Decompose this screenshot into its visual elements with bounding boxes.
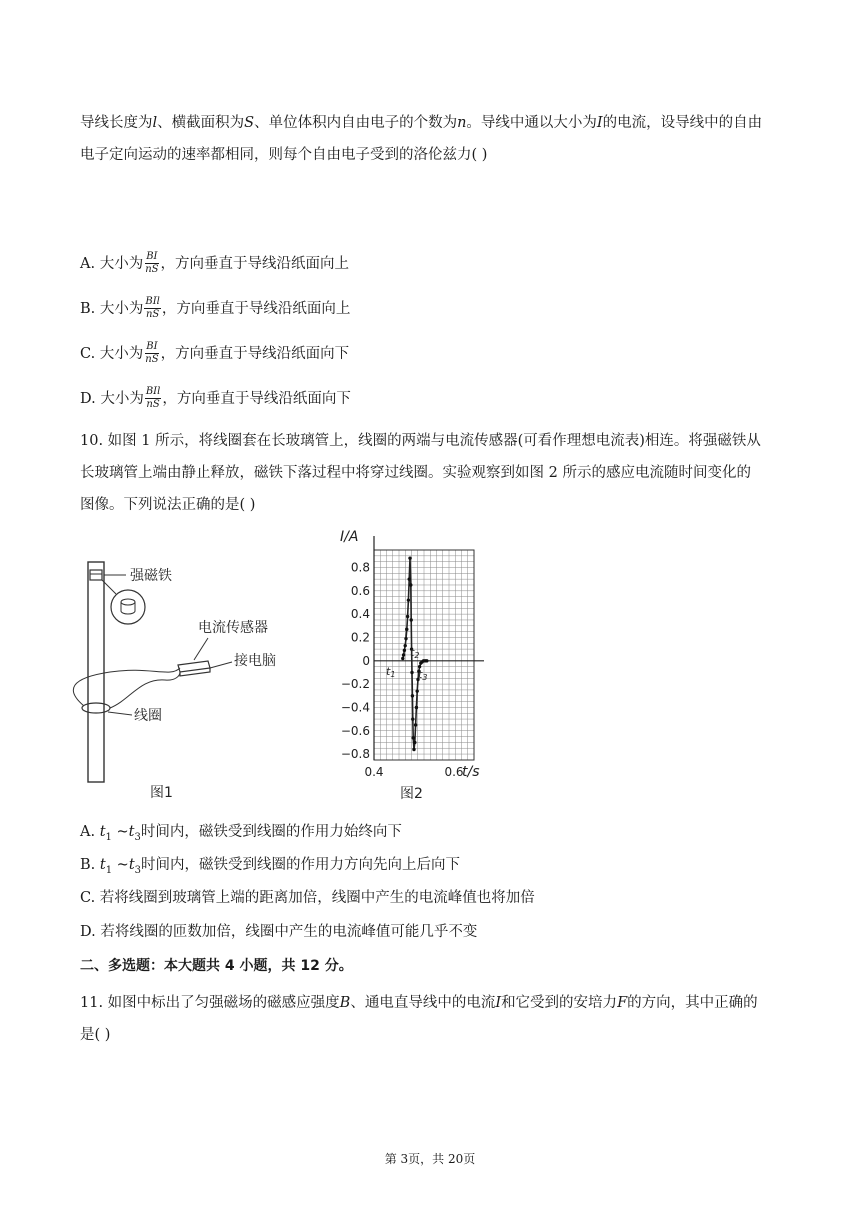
data-point [413, 741, 416, 744]
y-tick-label: −0.2 [340, 677, 370, 692]
q9-option-a: A. 大小为 $\frac{BI}{nS}$ ，方向垂直于导线沿纸面向上 [80, 251, 349, 275]
y-tick-label: 0 [362, 653, 370, 668]
data-point [403, 649, 406, 652]
fraction: $\frac{BI}{nS}$ [145, 251, 159, 275]
computer-label: 接电脑 [234, 653, 276, 669]
glass-tube [88, 562, 104, 782]
x-tick-labels [364, 765, 463, 779]
data-point [408, 577, 411, 580]
q9-option-c: C. 大小为 $\frac{BI}{nS}$ ，方向垂直于导线沿纸面向下 [80, 341, 350, 365]
data-point [406, 615, 409, 618]
data-point [404, 637, 407, 640]
data-point [408, 556, 411, 559]
data-point [412, 736, 415, 739]
y-tick-label: −0.6 [340, 723, 370, 738]
y-tick-label: 0.4 [350, 607, 370, 622]
data-point [410, 671, 413, 674]
y-axis-label: I/A [340, 529, 359, 545]
y-tick-label: −0.8 [340, 747, 370, 762]
q10-option-b: B. $t_1$ $\sim t_3$时间内，磁铁受到线圈的作用力方向先向上后向下 [80, 857, 461, 876]
current-sensor [178, 661, 210, 672]
q9-option-b: B. 大小为 $\frac{\text{BIl}}{nS}$ ，方向垂直于导线沿纸面向上 [80, 296, 351, 320]
page-footer: 第 3页，共 20页 [384, 1152, 476, 1166]
q10-option-a: A. $t_1$ $\sim t_3$时间内，磁铁受到线圈的作用力始终向下 [80, 824, 402, 843]
data-point [416, 689, 419, 692]
data-point [412, 748, 415, 751]
section-heading: 二、多选题：本大题共 4 小题，共 12 分。 [80, 958, 353, 974]
data-point [414, 723, 417, 726]
data-point [407, 598, 410, 601]
x-tick-label: 0.4 [364, 765, 384, 779]
data-point [404, 644, 407, 647]
data-point [425, 659, 428, 662]
fraction: $\frac{\text{BIl}}{nS}$ [145, 386, 161, 410]
q11-stem-line1: 11. 如图中标出了匀强磁场的磁感应强度B、通电直导线中的电流I和它受到的安培力F的方向，其中正确的 [80, 995, 758, 1011]
magnet-small [90, 570, 102, 580]
q11-stem-line2: 是( ) [80, 1027, 111, 1043]
data-point [405, 628, 408, 631]
x-tick-label: 0.6 [444, 765, 464, 779]
sensor-label: 电流传感器 [198, 620, 268, 636]
data-point [411, 717, 414, 720]
q9-stem-line2: 电子定向运动的速率都相同，则每个自由电子受到的洛伦兹力( ) [80, 147, 488, 163]
data-point [402, 653, 405, 656]
y-tick-label: 0.6 [350, 583, 370, 598]
chart-grid [374, 550, 474, 760]
q10-option-c: C. 若将线圈到玻璃管上端的距离加倍，线圈中产生的电流峰值也将加倍 [80, 890, 535, 906]
q9-stem-line1: 导线长度为l、横截面积为S、单位体积内自由电子的个数为n。导线中通以大小为I的电流，设导线中的自由 [80, 115, 763, 131]
q10-stem-line3: 图像。下列说法正确的是( ) [80, 497, 256, 513]
magnet-label: 强磁铁 [130, 568, 172, 584]
figure-2-caption: 图2 [400, 786, 423, 802]
coil [82, 703, 110, 713]
data-point [410, 618, 413, 621]
q10-stem-line2: 长玻璃管上端由静止释放，磁铁下落过程中将穿过线圈。实验观察到如图 2 所示的感应电流随时间变化的 [80, 465, 751, 481]
t2-label: t2 [410, 646, 420, 660]
coil-label: 线圈 [134, 708, 162, 724]
q9-option-d: D. 大小为 $\frac{\text{BIl}}{nS}$ ，方向垂直于导线沿纸面向下 [80, 386, 351, 410]
fraction: $\frac{BI}{nS}$ [145, 341, 159, 365]
y-tick-labels [341, 561, 370, 762]
figure-2-chart [322, 522, 502, 812]
data-point [409, 583, 412, 586]
data-point [401, 657, 404, 660]
t1-label: t1 [386, 665, 396, 679]
data-point [415, 706, 418, 709]
q10-option-d: D. 若将线圈的匝数加倍，线圈中产生的电流峰值可能几乎不变 [80, 924, 478, 940]
y-tick-label: 0.8 [350, 560, 370, 575]
fraction: $\frac{\text{BIl}}{nS}$ [145, 296, 160, 320]
q10-stem-line1: 10. 如图 1 所示，将线圈套在长玻璃管上，线圈的两端与电流传感器(可看作理想电流表)相连。将强磁铁从 [80, 433, 761, 449]
y-tick-label: −0.4 [340, 700, 370, 715]
t3-label: t3 [418, 668, 428, 682]
data-point [411, 694, 414, 697]
x-axis-label: t/s [462, 764, 480, 780]
y-tick-label: 0.2 [350, 630, 370, 645]
figure-1-caption: 图1 [150, 785, 173, 801]
figure-1 [70, 550, 320, 810]
magnified-magnet [111, 590, 145, 624]
